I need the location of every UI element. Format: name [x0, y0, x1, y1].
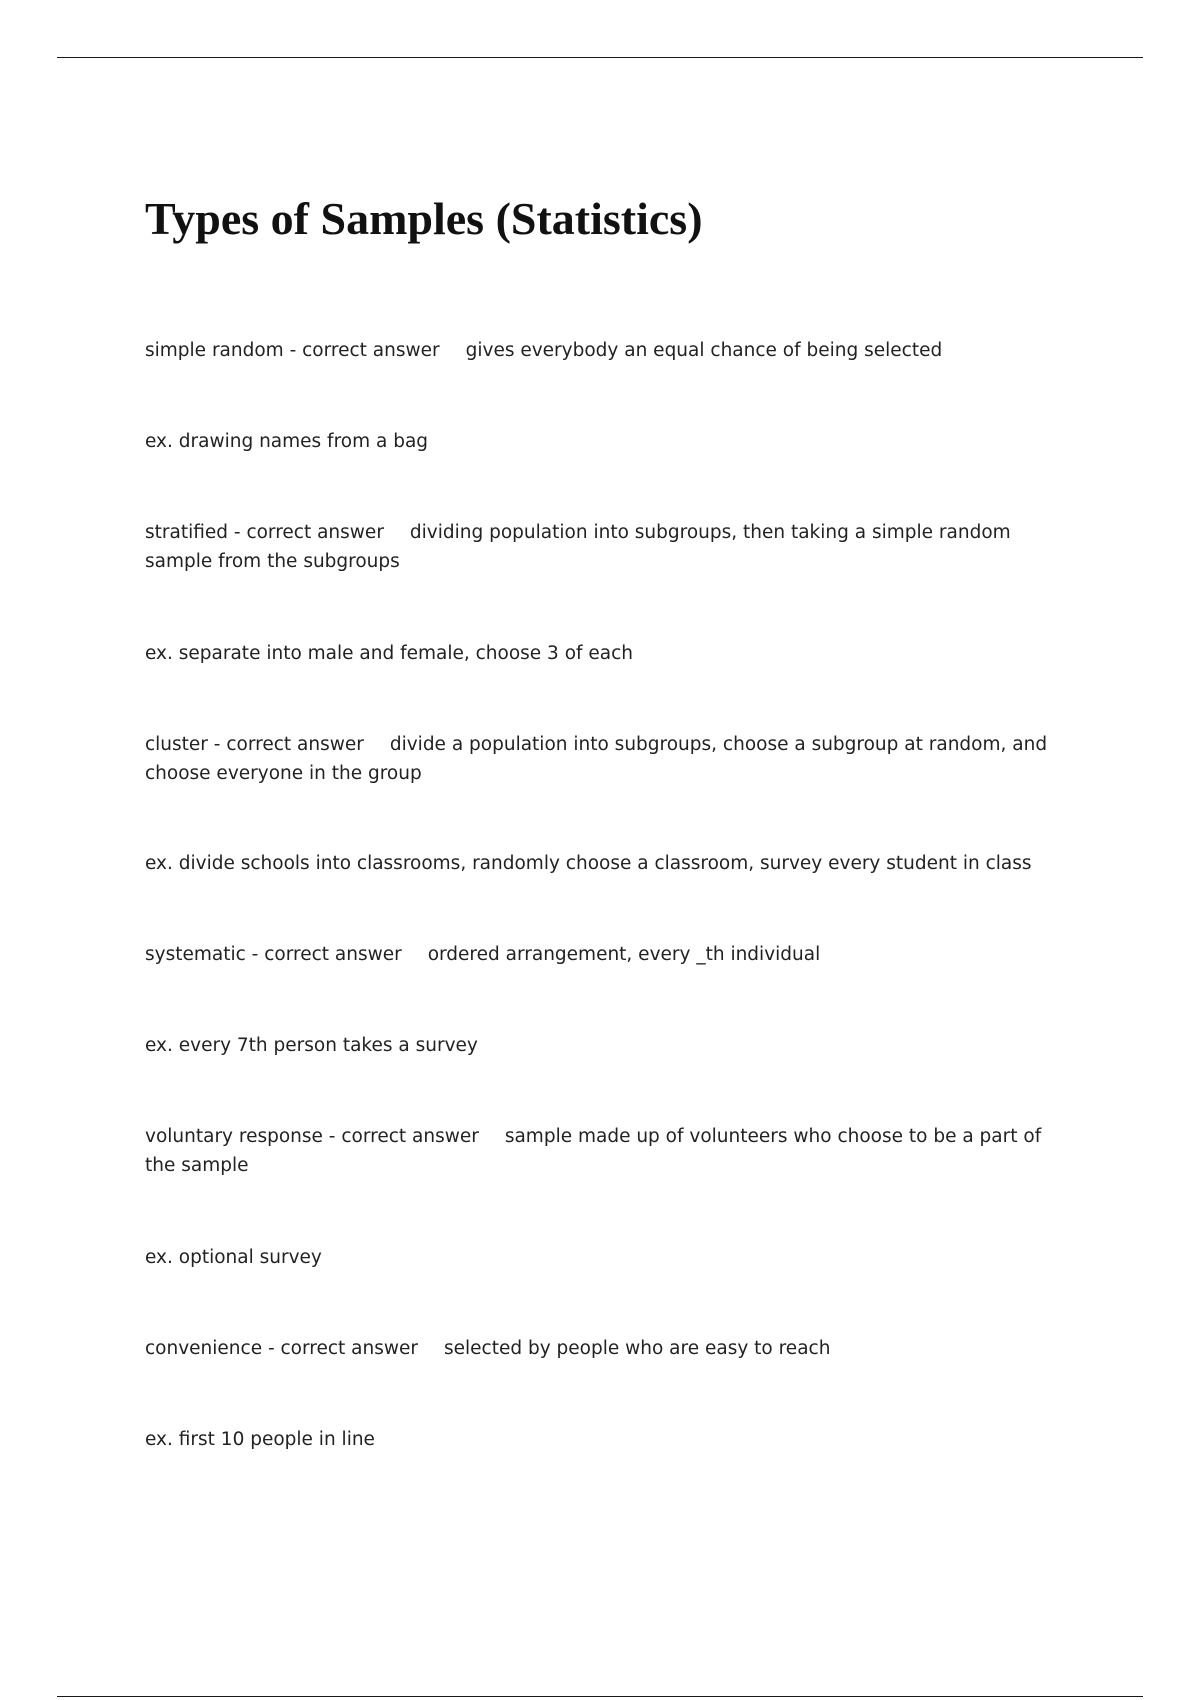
entry-example: ex. first 10 people in line [145, 1429, 375, 1450]
entry-term: systematic - correct answer [145, 944, 402, 965]
entry-term: convenience - correct answer [145, 1338, 418, 1359]
entry-stratified [145, 518, 1065, 576]
footer-rule [57, 1696, 1143, 1697]
entry-cluster [145, 730, 1065, 788]
entry-definition: ordered arrangement, every _th individual [427, 944, 821, 965]
entry-term: stratified - correct answer [145, 522, 384, 543]
entry-voluntary-response [145, 1122, 1065, 1180]
entry-example: ex. divide schools into classrooms, randomly choose a classroom, survey every student in class [145, 853, 1032, 874]
entry-term: simple random - correct answer [145, 340, 440, 361]
entry-definition: sample made up of volunteers who choose to be a part of the sample [145, 1126, 1042, 1176]
entry-term: cluster - correct answer [145, 734, 364, 755]
entry-example: ex. separate into male and female, choose 3 of each [145, 643, 634, 664]
entry-simple-random [145, 336, 1065, 365]
entry-convenience [145, 1334, 1065, 1363]
entry-definition: selected by people who are easy to reach [443, 1338, 831, 1359]
entry-example: ex. drawing names from a bag [145, 431, 429, 452]
page-title: Types of Samples (Statistics) [145, 193, 703, 244]
header-rule [57, 57, 1143, 58]
entry-definition: gives everybody an equal chance of being selected [465, 340, 943, 361]
entry-systematic [145, 940, 1065, 969]
entry-term: voluntary response - correct answer [145, 1126, 479, 1147]
entry-definition: dividing population into subgroups, then taking a simple random sample from the subgroups [145, 522, 1011, 572]
entry-definition: divide a population into subgroups, choose a subgroup at random, and choose everyone in the group [145, 734, 1048, 784]
entry-example: ex. optional survey [145, 1247, 322, 1268]
entry-example: ex. every 7th person takes a survey [145, 1035, 478, 1056]
